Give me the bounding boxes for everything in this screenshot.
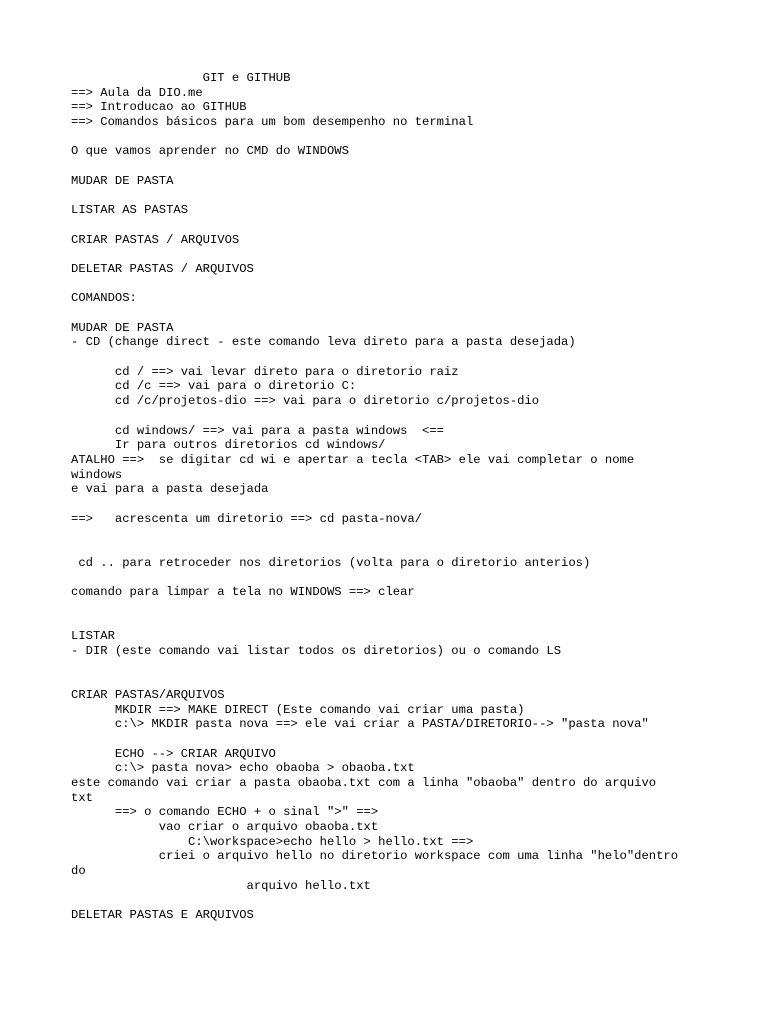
- text-line: cd /c ==> vai para o diretorio C:: [71, 379, 357, 394]
- document-text: [71, 71, 761, 923]
- document-page: [71, 71, 761, 923]
- text-line: vao criar o arquivo obaoba.txt: [71, 820, 379, 835]
- text-line: criei o arquivo hello no diretorio workspace com uma linha "helo"dentro: [71, 849, 679, 864]
- blank-line: [71, 189, 761, 204]
- blank-line: [71, 659, 761, 674]
- text-line: cd windows/ ==> vai para a pasta windows <==: [71, 423, 444, 438]
- blank-line: [71, 350, 761, 365]
- text-line: ==> Introducao ao GITHUB: [71, 100, 247, 115]
- text-line: - CD (change direct - este comando leva direto para a pasta desejada): [71, 335, 576, 350]
- text-line: este comando vai criar a pasta obaoba.txt com a linha "obaoba" dentro do arquivo: [71, 776, 657, 790]
- blank-line: [71, 673, 761, 688]
- blank-line: [71, 526, 761, 541]
- blank-line: [71, 497, 761, 512]
- text-line: ==> acrescenta um diretorio ==> cd pasta-nova/: [71, 511, 423, 526]
- blank-line: [71, 570, 761, 585]
- text-line: - DIR (este comando vai listar todos os diretorios) ou o comando LS: [71, 643, 562, 658]
- text-line: e vai para a pasta desejada: [71, 482, 269, 497]
- text-line: cd /c/projetos-dio ==> vai para o diretorio c/projetos-dio: [71, 394, 540, 409]
- text-line: CRIAR PASTAS/ARQUIVOS: [71, 687, 225, 702]
- text-line: ECHO --> CRIAR ARQUIVO: [71, 746, 276, 761]
- text-line: c:\> MKDIR pasta nova ==> ele vai criar a PASTA/DIRETORIO--> "pasta nova": [71, 717, 649, 732]
- text-line: COMANDOS:: [71, 291, 137, 306]
- text-line: Ir para outros diretorios cd windows/: [71, 438, 386, 453]
- text-line: cd / ==> vai levar direto para o diretorio raiz: [71, 364, 459, 379]
- blank-line: [71, 409, 761, 424]
- blank-line: [71, 600, 761, 615]
- text-line: MUDAR DE PASTA: [71, 320, 174, 335]
- text-line: windows: [71, 467, 123, 482]
- text-line: MUDAR DE PASTA: [71, 173, 174, 188]
- text-line: arquivo hello.txt: [71, 878, 371, 893]
- text-line: ==> o comando ECHO + o sinal ">" ==>: [71, 805, 379, 820]
- text-line: O que vamos aprender no CMD do WINDOWS: [71, 144, 349, 159]
- blank-line: [71, 732, 761, 747]
- text-line: MKDIR ==> MAKE DIRECT (Este comando vai criar uma pasta): [71, 702, 525, 717]
- text-line: LISTAR AS PASTAS: [71, 203, 189, 218]
- text-line: ATALHO ==> se digitar cd wi e apertar a tecla <TAB> ele vai completar o nome: [71, 452, 635, 467]
- blank-line: [71, 894, 761, 909]
- text-line: cd .. para retroceder nos diretorios (volta para o diretorio anterios): [71, 555, 591, 570]
- blank-line: [71, 277, 761, 292]
- text-line: c:\> pasta nova> echo obaoba > obaoba.txt: [71, 761, 415, 776]
- text-line: ==> Aula da DIO.me: [71, 85, 203, 100]
- text-line: DELETAR PASTAS / ARQUIVOS: [71, 261, 254, 276]
- blank-line: [71, 541, 761, 556]
- text-line: C:\workspace>echo hello > hello.txt ==>: [71, 834, 474, 849]
- text-line: do: [71, 864, 86, 879]
- blank-line: [71, 306, 761, 321]
- text-line: DELETAR PASTAS E ARQUIVOS: [71, 908, 254, 923]
- blank-line: [71, 614, 761, 629]
- blank-line: [71, 130, 761, 145]
- blank-line: [71, 247, 761, 262]
- blank-line: [71, 159, 761, 174]
- text-line: CRIAR PASTAS / ARQUIVOS: [71, 232, 240, 247]
- text-line: GIT e GITHUB: [71, 71, 291, 85]
- text-line: LISTAR: [71, 629, 115, 644]
- text-line: txt: [71, 790, 93, 805]
- blank-line: [71, 218, 761, 233]
- text-line: ==> Comandos básicos para um bom desempenho no terminal: [71, 115, 474, 130]
- text-line: comando para limpar a tela no WINDOWS ==> clear: [71, 585, 415, 600]
